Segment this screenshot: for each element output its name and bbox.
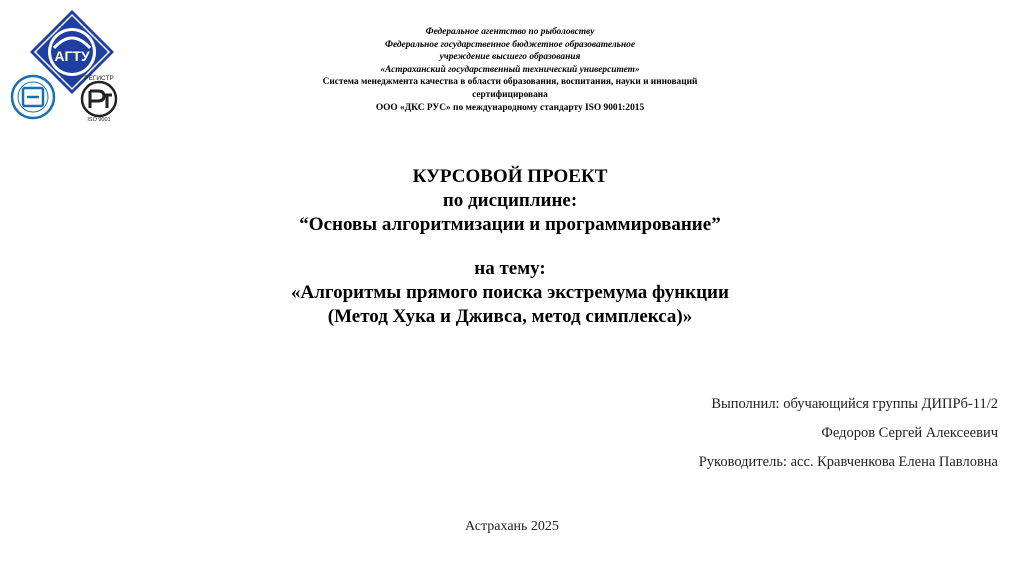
performer-line: Выполнил: обучающийся группы ДИПРб-11/2 [711,396,998,412]
topic-name-line1: «Алгоритмы прямого поиска экстремума функции [291,282,729,303]
institution-header [250,26,770,114]
iso-certification-logo [10,74,56,120]
header-institution-type: Федеральное государственное бюджетное образовательное [385,39,635,50]
rst-logo-bottom-text: ISO 9001 [87,117,111,122]
header-agency: Федеральное агентство по рыболовству [425,27,595,37]
topic-label: на тему: [474,258,546,279]
astu-logo-text: АГТУ [54,48,90,64]
header-certified: сертифицирована [472,89,548,100]
title-block [170,165,850,329]
discipline-label: по дисциплине: [442,190,578,211]
discipline-name: “Основы алгоритмизации и программирование” [299,214,721,235]
header-education-level: учреждение высшего образования [439,52,581,63]
supervisor-line: Руководитель: асс. Кравченкова Елена Павловна [698,454,998,470]
document-type: КУРСОВОЙ ПРОЕКТ [412,166,608,187]
rst-logo-top-text: РЕГИСТР [84,75,114,82]
rst-register-logo [74,72,124,122]
city-year: Астрахань 2025 [465,519,559,534]
header-standard: ООО «ДКС РУС» по международному стандарту ISO 9001:2015 [375,102,645,113]
student-name: Федоров Сергей Алексеевич [821,425,998,441]
header-qms: Система менеджмента качества в области образования, воспитания, науки и инноваций [322,77,698,88]
topic-name-line2: (Метод Хука и Дживса, метод симплекса)» [327,306,693,327]
header-university-name: «Астраханский государственный технический университет» [380,64,640,75]
author-block [578,393,998,480]
